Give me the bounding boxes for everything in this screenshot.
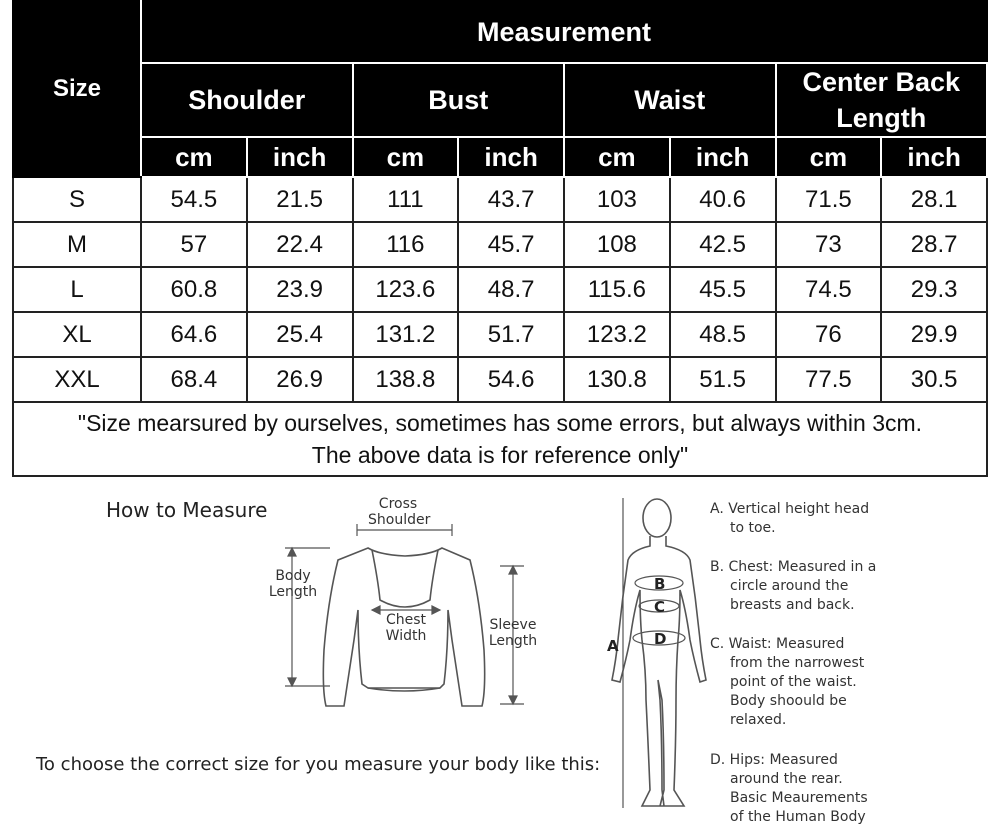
- waist-header: Waist: [564, 63, 776, 137]
- value-cell: 54.5: [141, 177, 247, 222]
- value-cell: 45.7: [458, 222, 564, 267]
- note-waist: [710, 635, 900, 730]
- note-line: relaxed.: [730, 712, 787, 728]
- value-cell: 73: [776, 222, 882, 267]
- note-hips: [710, 751, 900, 827]
- unit-header: inch: [670, 137, 776, 177]
- value-cell: 123.6: [353, 267, 459, 312]
- value-cell: 21.5: [247, 177, 353, 222]
- value-cell: 57: [141, 222, 247, 267]
- size-cell: M: [13, 222, 141, 267]
- value-cell: 28.1: [881, 177, 987, 222]
- value-cell: 51.7: [458, 312, 564, 357]
- value-cell: 48.7: [458, 267, 564, 312]
- value-cell: 68.4: [141, 357, 247, 402]
- disclaimer-line: "Size mearsured by ourselves, sometimes has some errors, but always within 3cm.: [77, 410, 923, 436]
- cross-shoulder-label: Cross Shoulder: [368, 496, 431, 528]
- note-line: breasts and back.: [730, 597, 855, 613]
- measure-instruction: To choose the correct size for you measure your body like this:: [36, 754, 601, 775]
- value-cell: 123.2: [564, 312, 670, 357]
- value-cell: 25.4: [247, 312, 353, 357]
- value-cell: 40.6: [670, 177, 776, 222]
- sleeve-length-label: Sleeve Length: [488, 617, 538, 649]
- how-to-measure-title: How to Measure: [106, 498, 268, 522]
- note-line: D. Hips: Measured: [710, 752, 838, 768]
- note-line: Body shoould be: [730, 693, 847, 709]
- unit-header: cm: [353, 137, 459, 177]
- value-cell: 51.5: [670, 357, 776, 402]
- value-cell: 42.5: [670, 222, 776, 267]
- value-cell: 54.6: [458, 357, 564, 402]
- figure-letter-b: B: [654, 575, 666, 593]
- note-height: [710, 500, 900, 538]
- value-cell: 138.8: [353, 357, 459, 402]
- shoulder-header: Shoulder: [141, 63, 353, 137]
- measurement-header: Measurement: [141, 1, 987, 63]
- value-cell: 130.8: [564, 357, 670, 402]
- note-line: to toe.: [730, 520, 776, 536]
- note-line: of the Human Body: [730, 809, 866, 825]
- figure-letter-a: A: [607, 637, 619, 655]
- size-cell: XL: [13, 312, 141, 357]
- unit-header: inch: [458, 137, 564, 177]
- note-chest: [710, 558, 900, 615]
- value-cell: 45.5: [670, 267, 776, 312]
- value-cell: 64.6: [141, 312, 247, 357]
- note-line: from the narrowest: [730, 655, 865, 671]
- unit-header: cm: [564, 137, 670, 177]
- value-cell: 29.3: [881, 267, 987, 312]
- body-length-label: Body Length: [268, 568, 318, 600]
- note-line: circle around the: [730, 578, 849, 594]
- disclaimer-line: The above data is for reference only": [311, 442, 689, 468]
- size-cell: L: [13, 267, 141, 312]
- size-column-header: Size: [13, 1, 141, 177]
- note-line: A. Vertical height head: [710, 501, 870, 517]
- note-line: point of the waist.: [730, 674, 857, 690]
- value-cell: 115.6: [564, 267, 670, 312]
- value-cell: 48.5: [670, 312, 776, 357]
- value-cell: 26.9: [247, 357, 353, 402]
- value-cell: 30.5: [881, 357, 987, 402]
- bust-header: Bust: [353, 63, 565, 137]
- value-cell: 28.7: [881, 222, 987, 267]
- value-cell: 76: [776, 312, 882, 357]
- unit-header: inch: [247, 137, 353, 177]
- center-back-length-header: Center Back Length: [776, 63, 988, 137]
- size-cell: S: [13, 177, 141, 222]
- unit-header: cm: [776, 137, 882, 177]
- value-cell: 23.9: [247, 267, 353, 312]
- value-cell: 111: [353, 177, 459, 222]
- value-cell: 77.5: [776, 357, 882, 402]
- note-line: Basic Meaurements: [730, 790, 868, 806]
- note-line: B. Chest: Measured in a: [710, 559, 877, 575]
- value-cell: 22.4: [247, 222, 353, 267]
- chest-width-label: Chest Width: [385, 612, 427, 644]
- value-cell: 74.5: [776, 267, 882, 312]
- value-cell: 108: [564, 222, 670, 267]
- value-cell: 29.9: [881, 312, 987, 357]
- note-line: around the rear.: [730, 771, 843, 787]
- size-cell: XXL: [13, 357, 141, 402]
- value-cell: 60.8: [141, 267, 247, 312]
- value-cell: 43.7: [458, 177, 564, 222]
- value-cell: 116: [353, 222, 459, 267]
- note-line: C. Waist: Measured: [710, 636, 845, 652]
- unit-header: inch: [881, 137, 987, 177]
- value-cell: 71.5: [776, 177, 882, 222]
- value-cell: 103: [564, 177, 670, 222]
- human-body-figure: [612, 499, 706, 806]
- value-cell: 131.2: [353, 312, 459, 357]
- unit-header: cm: [141, 137, 247, 177]
- figure-letter-c: C: [654, 598, 666, 616]
- figure-letter-d: D: [654, 630, 667, 648]
